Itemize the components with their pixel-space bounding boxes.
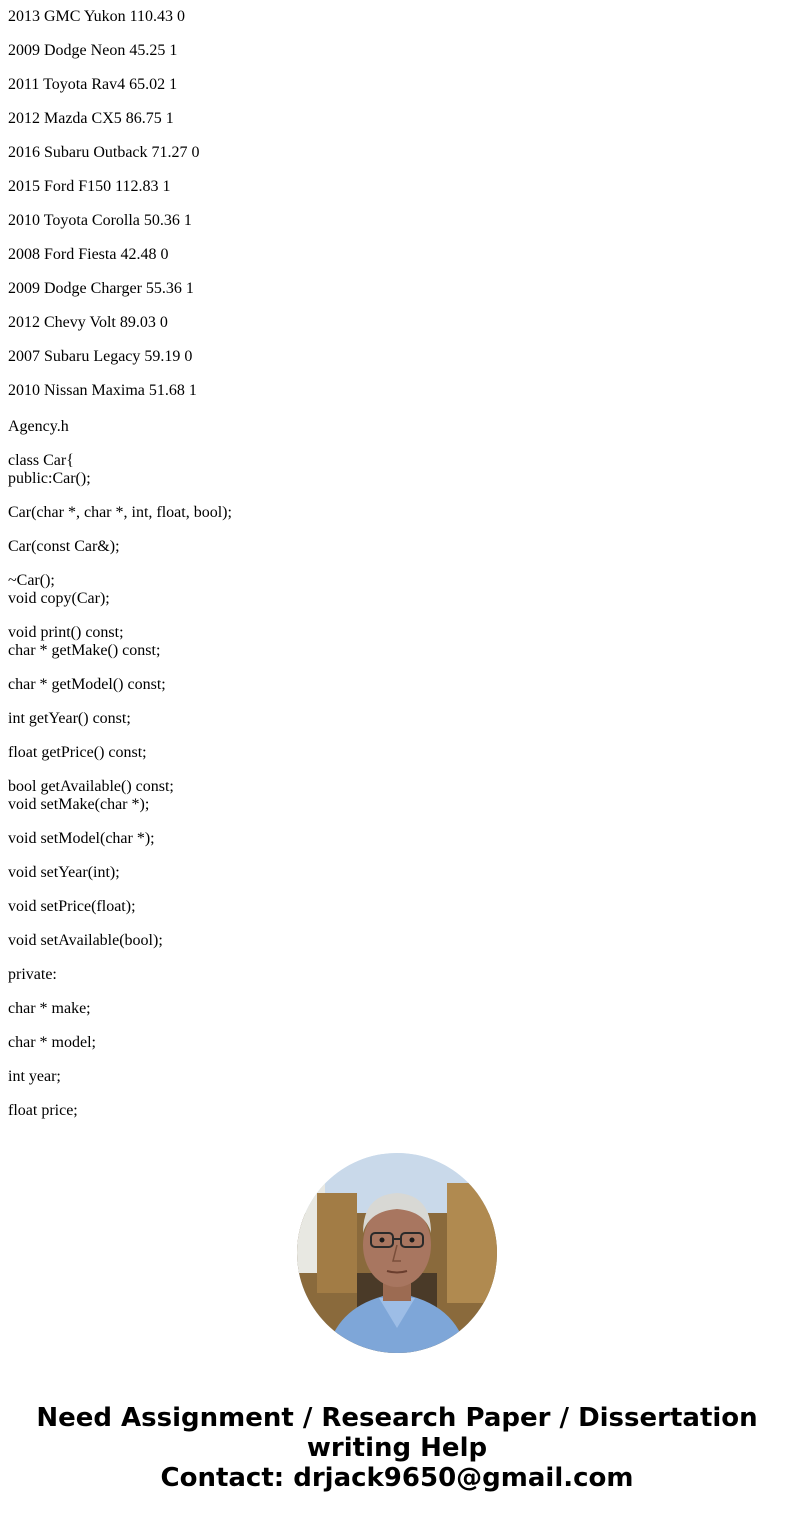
record-line: 2010 Nissan Maxima 51.68 1	[8, 382, 197, 399]
footer-line-2: writing Help	[306, 1433, 488, 1463]
code-line: void setAvailable(bool);	[8, 932, 163, 949]
code-line: char * model;	[8, 1034, 96, 1051]
record-line: 2009 Dodge Charger 55.36 1	[8, 280, 194, 297]
code-line: bool getAvailable() const;	[8, 778, 174, 795]
author-photo-illustration	[297, 1153, 497, 1353]
record-line: 2016 Subaru Outback 71.27 0	[8, 144, 200, 161]
record-line: 2010 Toyota Corolla 50.36 1	[8, 212, 192, 229]
code-line: void setYear(int);	[8, 864, 120, 881]
footer-contact: Contact: drjack9650@gmail.com	[160, 1463, 634, 1493]
code-line: class Car{	[8, 452, 74, 469]
code-line: void setPrice(float);	[8, 898, 136, 915]
code-line: char * getMake() const;	[8, 642, 161, 659]
code-line: void setModel(char *);	[8, 830, 155, 847]
record-line: 2009 Dodge Neon 45.25 1	[8, 42, 178, 59]
record-line: 2013 GMC Yukon 110.43 0	[8, 8, 186, 25]
contact-banner	[0, 1403, 794, 1493]
footer-line-1: Need Assignment / Research Paper / Dissertation	[36, 1403, 758, 1433]
code-line: float getPrice() const;	[8, 744, 147, 761]
file-name: Agency.h	[8, 418, 69, 435]
code-line: void setMake(char *);	[8, 796, 150, 813]
code-line: char * getModel() const;	[8, 676, 166, 693]
record-line: 2011 Toyota Rav4 65.02 1	[8, 76, 178, 93]
record-line: 2015 Ford F150 112.83 1	[8, 178, 171, 195]
record-line: 2007 Subaru Legacy 59.19 0	[8, 348, 193, 365]
code-line: int getYear() const;	[8, 710, 131, 727]
code-line: ~Car();	[8, 572, 55, 589]
author-photo	[297, 1153, 497, 1353]
code-line: void copy(Car);	[8, 590, 110, 607]
code-line: void print() const;	[8, 624, 124, 641]
record-line: 2008 Ford Fiesta 42.48 0	[8, 246, 169, 263]
code-line: public:Car();	[8, 470, 91, 487]
code-line: Car(char *, char *, int, float, bool);	[8, 504, 232, 521]
code-line: float price;	[8, 1102, 78, 1119]
code-line: private:	[8, 966, 57, 983]
code-line: Car(const Car&);	[8, 538, 120, 555]
record-line: 2012 Mazda CX5 86.75 1	[8, 110, 174, 127]
code-line: int year;	[8, 1068, 61, 1085]
code-line: char * make;	[8, 1000, 91, 1017]
record-line: 2012 Chevy Volt 89.03 0	[8, 314, 168, 331]
